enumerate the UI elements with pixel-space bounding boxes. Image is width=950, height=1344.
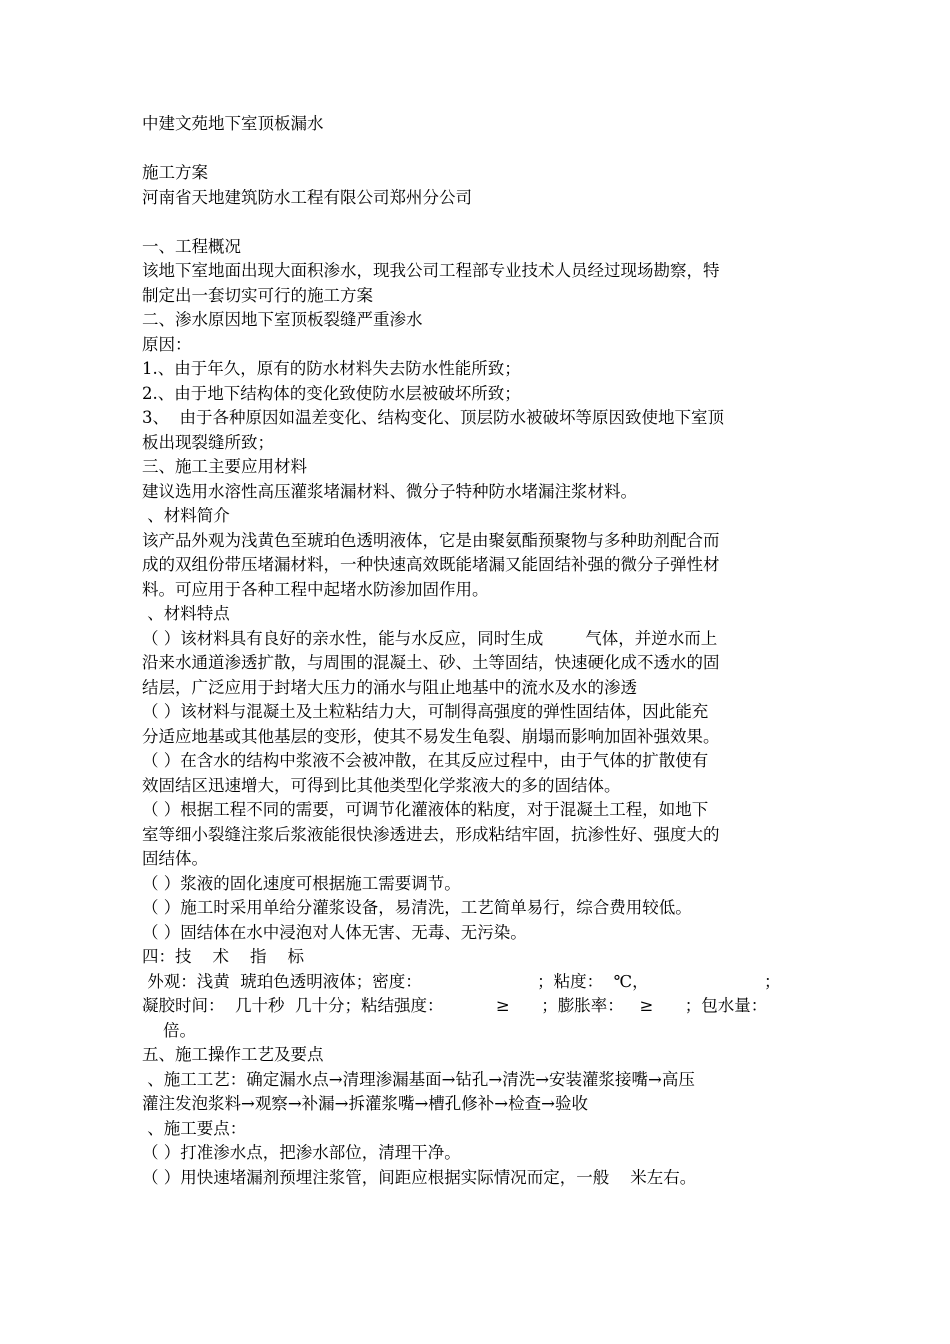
subheading-keypoints: 、施工要点： <box>142 1118 247 1138</box>
paragraph-line: 制定出一套切实可行的施工方案 <box>142 285 373 305</box>
paragraph-line: 成的双组份带压堵漏材料，一种快速高效既能堵漏又能固结补强的微分子弹性材 <box>142 555 720 574</box>
feature-item: （ ）该材料与混凝土及土粒粘结力大，可制得高强度的弹性固结体，因此能充 <box>142 702 709 721</box>
reason-item: 2.、由于地下结构体的变化致使防水层被破坏所致； <box>142 383 521 403</box>
feature-item: （ ）施工时采用单给分灌浆设备，易清洗，工艺简单易行，综合费用较低。 <box>142 898 692 917</box>
feature-item-continued: 室等细小裂缝注浆后浆液能很快渗透进去，形成粘结牢固，抗渗性好、强度大的 <box>142 824 720 844</box>
spec-line: 外观：浅黄 琥珀色透明液体；密度： ；粘度： ℃， ； <box>142 971 781 991</box>
feature-item-continued: 结层，广泛应用于封堵大压力的涌水与阻止地基中的流水及水的渗透 <box>142 677 637 697</box>
feature-item-continued: 分适应地基或其他基层的变形，使其不易发生龟裂、崩塌而影响加固补强效果。 <box>142 726 720 746</box>
process-line-continued: 灌注发泡浆料→观察→补漏→拆灌浆嘴→槽孔修补→检查→验收 <box>142 1094 588 1113</box>
reason-item-continued: 板出现裂缝所致； <box>142 432 274 452</box>
spec-line: 凝胶时间： 几十秒 几十分；粘结强度： ≥ ；膨胀率： ≥ ；包水量： <box>142 996 768 1015</box>
section-heading-cause: 二、渗水原因地下室顶板裂缝严重渗水 <box>142 310 423 329</box>
section-heading-specs: 四：技 术 指 标 <box>142 947 304 966</box>
paragraph-line: 该产品外观为浅黄色至琥珀色透明液体，它是由聚氨酯预聚物与多种助剂配合而 <box>142 530 720 550</box>
document-title: 中建文苑地下室顶板漏水 <box>142 114 324 133</box>
keypoint-item: （ ）打准渗水点，把渗水部位，清理干净。 <box>142 1143 461 1162</box>
section-heading-process: 五、施工操作工艺及要点 <box>142 1045 324 1064</box>
process-line: 、施工工艺：确定漏水点→清理渗漏基面→钻孔→清洗→安装灌浆接嘴→高压 <box>142 1069 695 1089</box>
feature-item-continued: 沿来水通道渗透扩散，与周围的混凝土、砂、土等固结，快速硬化成不透水的固 <box>142 653 720 672</box>
reason-item: 3、 由于各种原因如温差变化、结构变化、顶层防水被破坏等原因致使地下室顶 <box>142 408 724 427</box>
feature-item: （ ）固结体在水中浸泡对人体无害、无毒、无污染。 <box>142 922 527 942</box>
keypoint-item: （ ）用快速堵漏剂预埋注浆管，间距应根据实际情况而定，一般 米左右。 <box>142 1167 697 1187</box>
paragraph-line: 该地下室地面出现大面积渗水，现我公司工程部专业技术人员经过现场勘察，特 <box>142 261 720 280</box>
section-heading-materials: 三、施工主要应用材料 <box>142 457 307 476</box>
company-name: 河南省天地建筑防水工程有限公司郑州分公司 <box>142 187 472 207</box>
feature-item: （ ）该材料具有良好的亲水性，能与水反应，同时生成 气体，并逆水而上 <box>142 628 718 648</box>
paragraph-line: 建议选用水溶性高压灌浆堵漏材料、微分子特种防水堵漏注浆材料。 <box>142 481 637 501</box>
blank-line <box>142 137 812 162</box>
feature-item-continued: 效固结区迅速增大，可得到比其他类型化学浆液大的多的固结体。 <box>142 775 621 795</box>
document-page <box>142 112 812 1190</box>
feature-item-continued: 固结体。 <box>142 849 208 868</box>
spec-line: 倍。 <box>142 1020 196 1040</box>
blank-line <box>142 210 812 235</box>
reasons-label: 原因： <box>142 334 192 354</box>
subheading-material-features: 、材料特点 <box>142 604 230 623</box>
feature-item: （ ）浆液的固化速度可根据施工需要调节。 <box>142 873 461 893</box>
reason-item: 1.、由于年久，原有的防水材料失去防水性能所致； <box>142 359 521 378</box>
section-heading-overview: 一、工程概况 <box>142 236 241 256</box>
document-subtitle: 施工方案 <box>142 163 208 182</box>
feature-item: （ ）在含水的结构中浆液不会被冲散，在其反应过程中，由于气体的扩散使有 <box>142 751 709 770</box>
subheading-material-intro: 、材料简介 <box>142 506 230 525</box>
paragraph-line: 料。可应用于各种工程中起堵水防渗加固作用。 <box>142 579 489 599</box>
feature-item: （ ）根据工程不同的需要，可调节化灌液体的粘度，对于混凝土工程，如地下 <box>142 800 709 819</box>
